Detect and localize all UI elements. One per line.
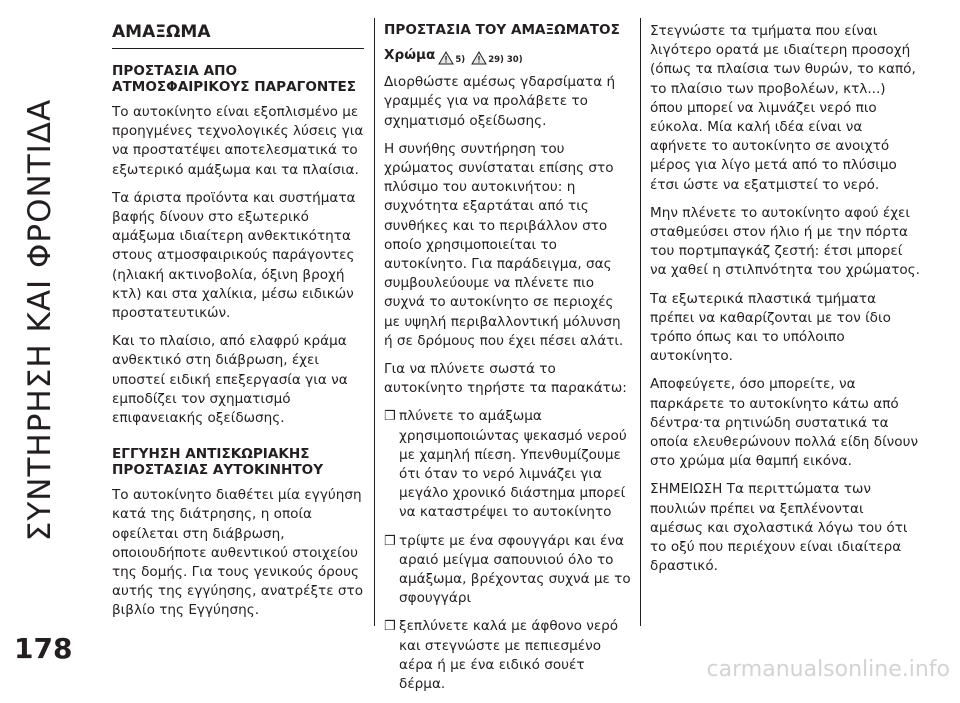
section-heading-line: ΠΡΟΣΤΑΣΙΑ ΑΠΟ [112,63,238,79]
warning-triangle-icon [471,51,487,65]
column-1 [112,22,364,630]
watermark: carmanualsonline.info [706,657,950,682]
warning-triangle-icon [438,51,454,65]
paragraph: Μην πλένετε το αυτοκίνητο αφού έχει σταθμεύσει στον ήλιο ή με την πόρτα του πορτμπαγκάζ ζεστή: έτσι μπορεί να χαθεί η στιλπνότητα του χρώματος. [650,204,920,279]
paragraph: Τα άριστα προϊόντα και συστήματα βαφής δίνουν στο εξωτερικό αμάξωμα ιδιαίτερη ανθεκτικότητα στους ατμοσφαιρικούς παράγοντες (ηλιακή ακτινοβολία, όξινη βροχή κτλ) και στα χαλίκια, μέσω ειδικών προστατευτικών. [112,189,356,322]
list-item-text: τρίψτε με ένα σφουγγάρι και ένα αραιό μείγμα σαπουνιού όλο το αμάξωμα, βρέχοντας συχνά με το σφουγγάρι [399,532,631,607]
reference-note-2: 29) 30) [488,55,523,66]
section-heading-line: ΑΤΜΟΣΦΑΙΡΙΚΟΥΣ ΠΑΡΑΓΟΝΤΕΣ [112,79,357,95]
paragraph: Αποφεύγετε, όσο μπορείτε, να παρκάρετε το αυτοκίνητο κάτω από δέντρα·τα ρητινώδη συστατικά τα οποία ελευθερώνουν πολλά είδη δίνουν στο χρώμα μία θαμπή εικόνα. [650,376,919,470]
reference-note-1: 5) [455,55,466,66]
paragraph: Στεγνώστε τα τμήματα που είναι λιγότερο ορατά με ιδιαίτερη προσοχή (όπως τα πλαίσια των θυρών, το καπό, το πλαίσιο των προβολέων, κτλ...) όπου μπορεί να λιμνάζει νερό πιο εύκολα. Μία καλή ιδέα είναι να αφήνετε το αυτοκίνητο σε ανοιχτό μέρος για λίγο μετά από το πλύσιμο έτσι ώστε να εξατμιστεί το νερό. [650,23,916,193]
checkbox-bullet-icon: ❒ [384,533,396,549]
column-3 [650,22,920,585]
column-divider-2 [640,18,641,626]
list-item-text: πλύνετε το αμάξωμα χρησιμοποιώντας ψεκασμό νερού με χαμηλή πίεση. Υπενθυμίζουμε ότι όταν το νερό λιμνάζει για μεγάλο χρονικό διάστημα μπορεί να καταστρέψει το αυτοκίνητο [399,408,627,521]
paragraph: ΣΗΜΕΙΩΣΗ Τα περιττώματα των πουλιών πρέπει να ξεπλένονται αμέσως και σχολαστικά λόγω του ότι το οξύ που περιέχουν είναι ιδιαίτερα δραστικό. [650,481,908,575]
paragraph: Για να πλύνετε σωστά το αυτοκίνητο τηρήστε τα παρακάτω: [384,361,627,397]
section-heading-weather-protection [112,63,364,95]
list-item-text: ξεπλύνετε καλά με άφθονο νερό και στεγνώστε με πεπιεσμένο αέρα ή με ένα ειδικό σουέτ δέρμα. [399,618,619,693]
list-item [384,532,632,609]
section-heading-line: ΕΓΓΥΗΣΗ ΑΝΤΙΣΚΩΡΙΑΚΗΣ [112,446,310,463]
list-item [384,407,632,522]
paragraph: Η συνήθης συντήρηση του χρώματος συνίσταται επίσης στο πλύσιμο του αυτοκινήτου: η συχνότητα εξαρτάται από τις συνθήκες και το περιβάλλον στο οποίο χρησιμοποιείται το αυτοκίνητο. Για παράδειγμα, σας συμβουλεύουμε να πλένετε πιο συχνά το αυτοκίνητο σε περιοχές με υψηλή περιβαλλοντική μόλυνση ή σε δρόμους που έχει πέσει αλάτι. [384,140,624,349]
section-heading-line: ΠΡΟΣΤΑΣΙΑΣ ΑΥΤΟΚΙΝΗΤΟΥ [112,462,324,479]
subheading-paint-label: Χρώμα [384,47,436,63]
subheading-paint [384,46,632,65]
page-number: 178 [14,632,73,665]
list-item [384,617,632,694]
section-heading-warranty [112,446,364,478]
column-divider-1 [374,18,375,626]
section-heading-body-protection: ΠΡΟΣΤΑΣΙΑ ΤΟΥ ΑΜΑΞΩΜΑΤΟΣ [384,22,620,38]
checkbox-bullet-icon: ❒ [384,409,396,425]
column-2 [384,22,632,703]
paragraph: Διορθώστε αμέσως γδαρσίματα ή γραμμές για να προλάβετε το σχηματισμό οξείδωσης. [384,74,616,129]
page-title: ΑΜΑΞΩΜΑ [112,22,364,49]
paragraph: Το αυτοκίνητο διαθέτει μία εγγύηση κατά της διάτρησης, η οποία οφείλεται στη διάβρωση, οποιουδήποτε αυθεντικού στοιχείου της δομής. Για τους γενικούς όρους αυτής της εγγύησης, ανατρέξτε στο βιβλίο της Εγγύησης. [112,487,364,619]
paragraph: Το αυτοκίνητο είναι εξοπλισμένο με προηγμένες τεχνολογικές λύσεις για να προστατέψει αποτελεσματικά το εξωτερικό αμάξωμα και τα πλαίσια. [112,104,364,178]
paragraph: Και το πλαίσιο, από ελαφρύ κράμα ανθεκτικό στη διάβρωση, έχει υποστεί ειδική επεξεργασία για να εμποδίζει τον σχηματισμό επιφανειακής οξείδωσης. [112,333,348,427]
paragraph: Τα εξωτερικά πλαστικά τμήματα πρέπει να καθαρίζονται με τον ίδιο τρόπο όπως και το υπόλοιπο αυτοκίνητο. [650,290,891,365]
checkbox-bullet-icon: ❒ [384,619,396,635]
side-chapter-title [10,20,70,620]
side-chapter-title-text: ΣΥΝΤΗΡΗΣΗ ΚΑΙ ΦΡΟΝΤΙΔΑ [22,98,58,542]
